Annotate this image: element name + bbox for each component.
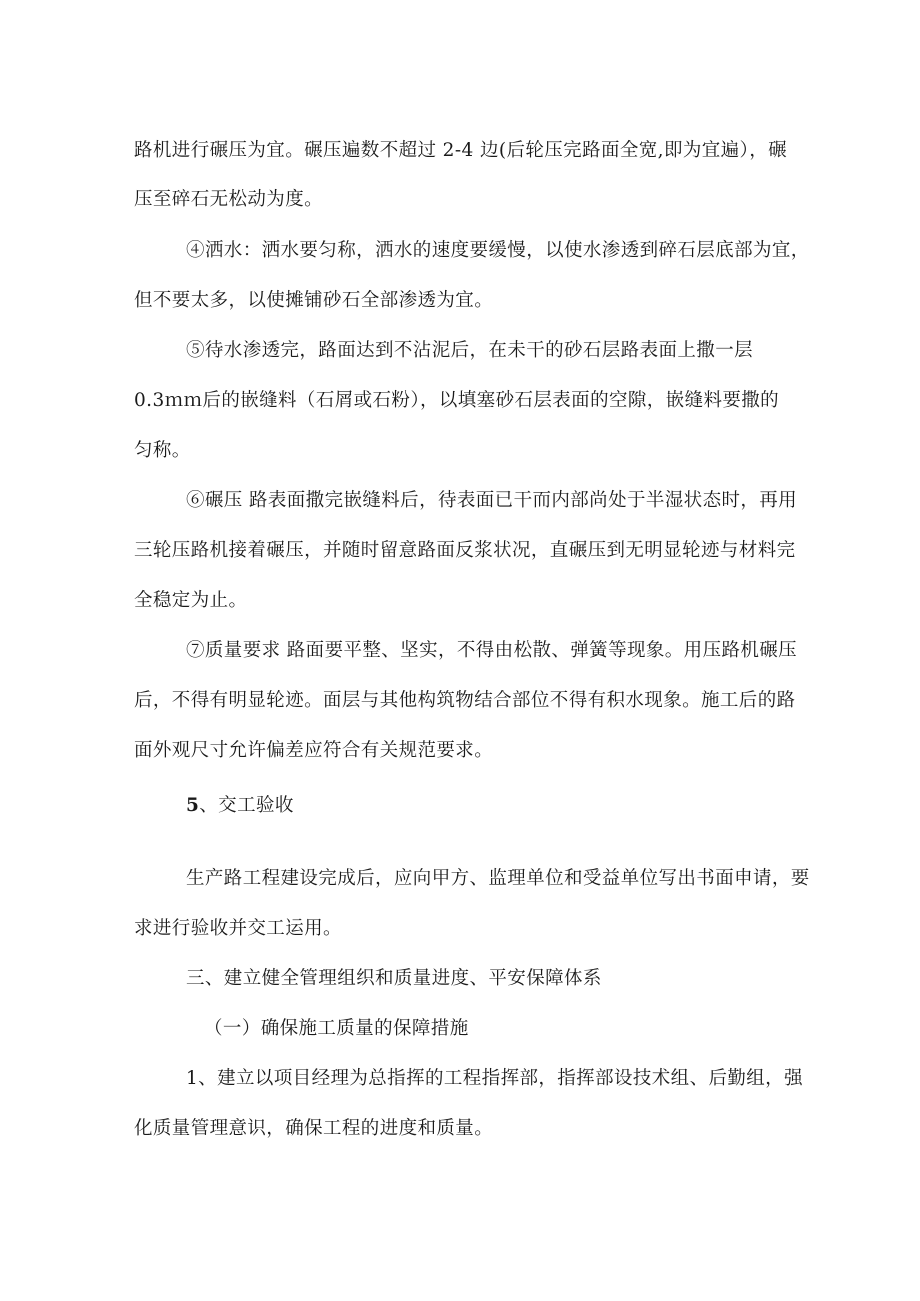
paragraph-2-line-1: ④洒水：洒水要匀称，洒水的速度要缓慢，以使水渗透到碎石层底部为宜， <box>186 240 810 261</box>
paragraph-7-line-1: 1、建立以项目经理为总指挥的工程指挥部，指挥部设技术组、后勤组，强 <box>186 1068 803 1089</box>
paragraph-7-line-2: 化质量管理意识，确保工程的进度和质量。 <box>134 1118 494 1139</box>
paragraph-3-line-3: 匀称。 <box>134 440 191 461</box>
section-heading-5-text: 、交工验收 <box>199 795 294 816</box>
paragraph-5-line-2: 后，不得有明显轮迹。面层与其他构筑物结合部位不得有积水现象。施工后的路 <box>134 690 796 711</box>
paragraph-4-line-3: 全稳定为止。 <box>134 590 248 611</box>
paragraph-5-line-3: 面外观尺寸允许偏差应符合有关规范要求。 <box>134 740 494 761</box>
paragraph-1-line-2: 压至碎石无松动为度。 <box>134 189 324 210</box>
paragraph-3-line-2: 0.3ｍｍ后的嵌缝料（石屑或石粉），以填塞砂石层表面的空隙，嵌缝料要撒的 <box>134 390 780 411</box>
section-heading-5 <box>186 797 294 816</box>
paragraph-6-line-2: 求进行验收并交工运用。 <box>134 918 342 939</box>
paragraph-5-line-1: ⑦质量要求 路面要平整、坚实，不得由松散、弹簧等现象。用压路机碾压 <box>186 640 798 661</box>
paragraph-4-line-2: 三轮压路机接着碾压，并随时留意路面反浆状况，直碾压到无明显轮迹与材料完 <box>134 540 796 561</box>
paragraph-1-line-1: 路机进行碾压为宜。碾压遍数不超过 2-4 边(后轮压完路面全宽,即为宜遍），碾 <box>134 140 788 161</box>
paragraph-4-line-1: ⑥碾压 路表面撒完嵌缝料后，待表面已干而内部尚处于半湿状态时，再用 <box>186 490 798 511</box>
paragraph-2-line-2: 但不要太多，以使摊铺砂石全部渗透为宜。 <box>134 290 494 311</box>
section-3-heading: 三、建立健全管理组织和质量进度、平安保障体系 <box>186 968 602 989</box>
paragraph-6-line-1: 生产路工程建设完成后，应向甲方、监理单位和受益单位写出书面申请，要 <box>186 868 810 889</box>
subsection-1-heading: （一）确保施工质量的保障措施 <box>204 1018 469 1039</box>
section-heading-5-number: 5 <box>186 795 200 816</box>
paragraph-3-line-1: ⑤待水渗透完，路面达到不沾泥后，在未干的砂石层路表面上撒一层 <box>186 340 754 361</box>
